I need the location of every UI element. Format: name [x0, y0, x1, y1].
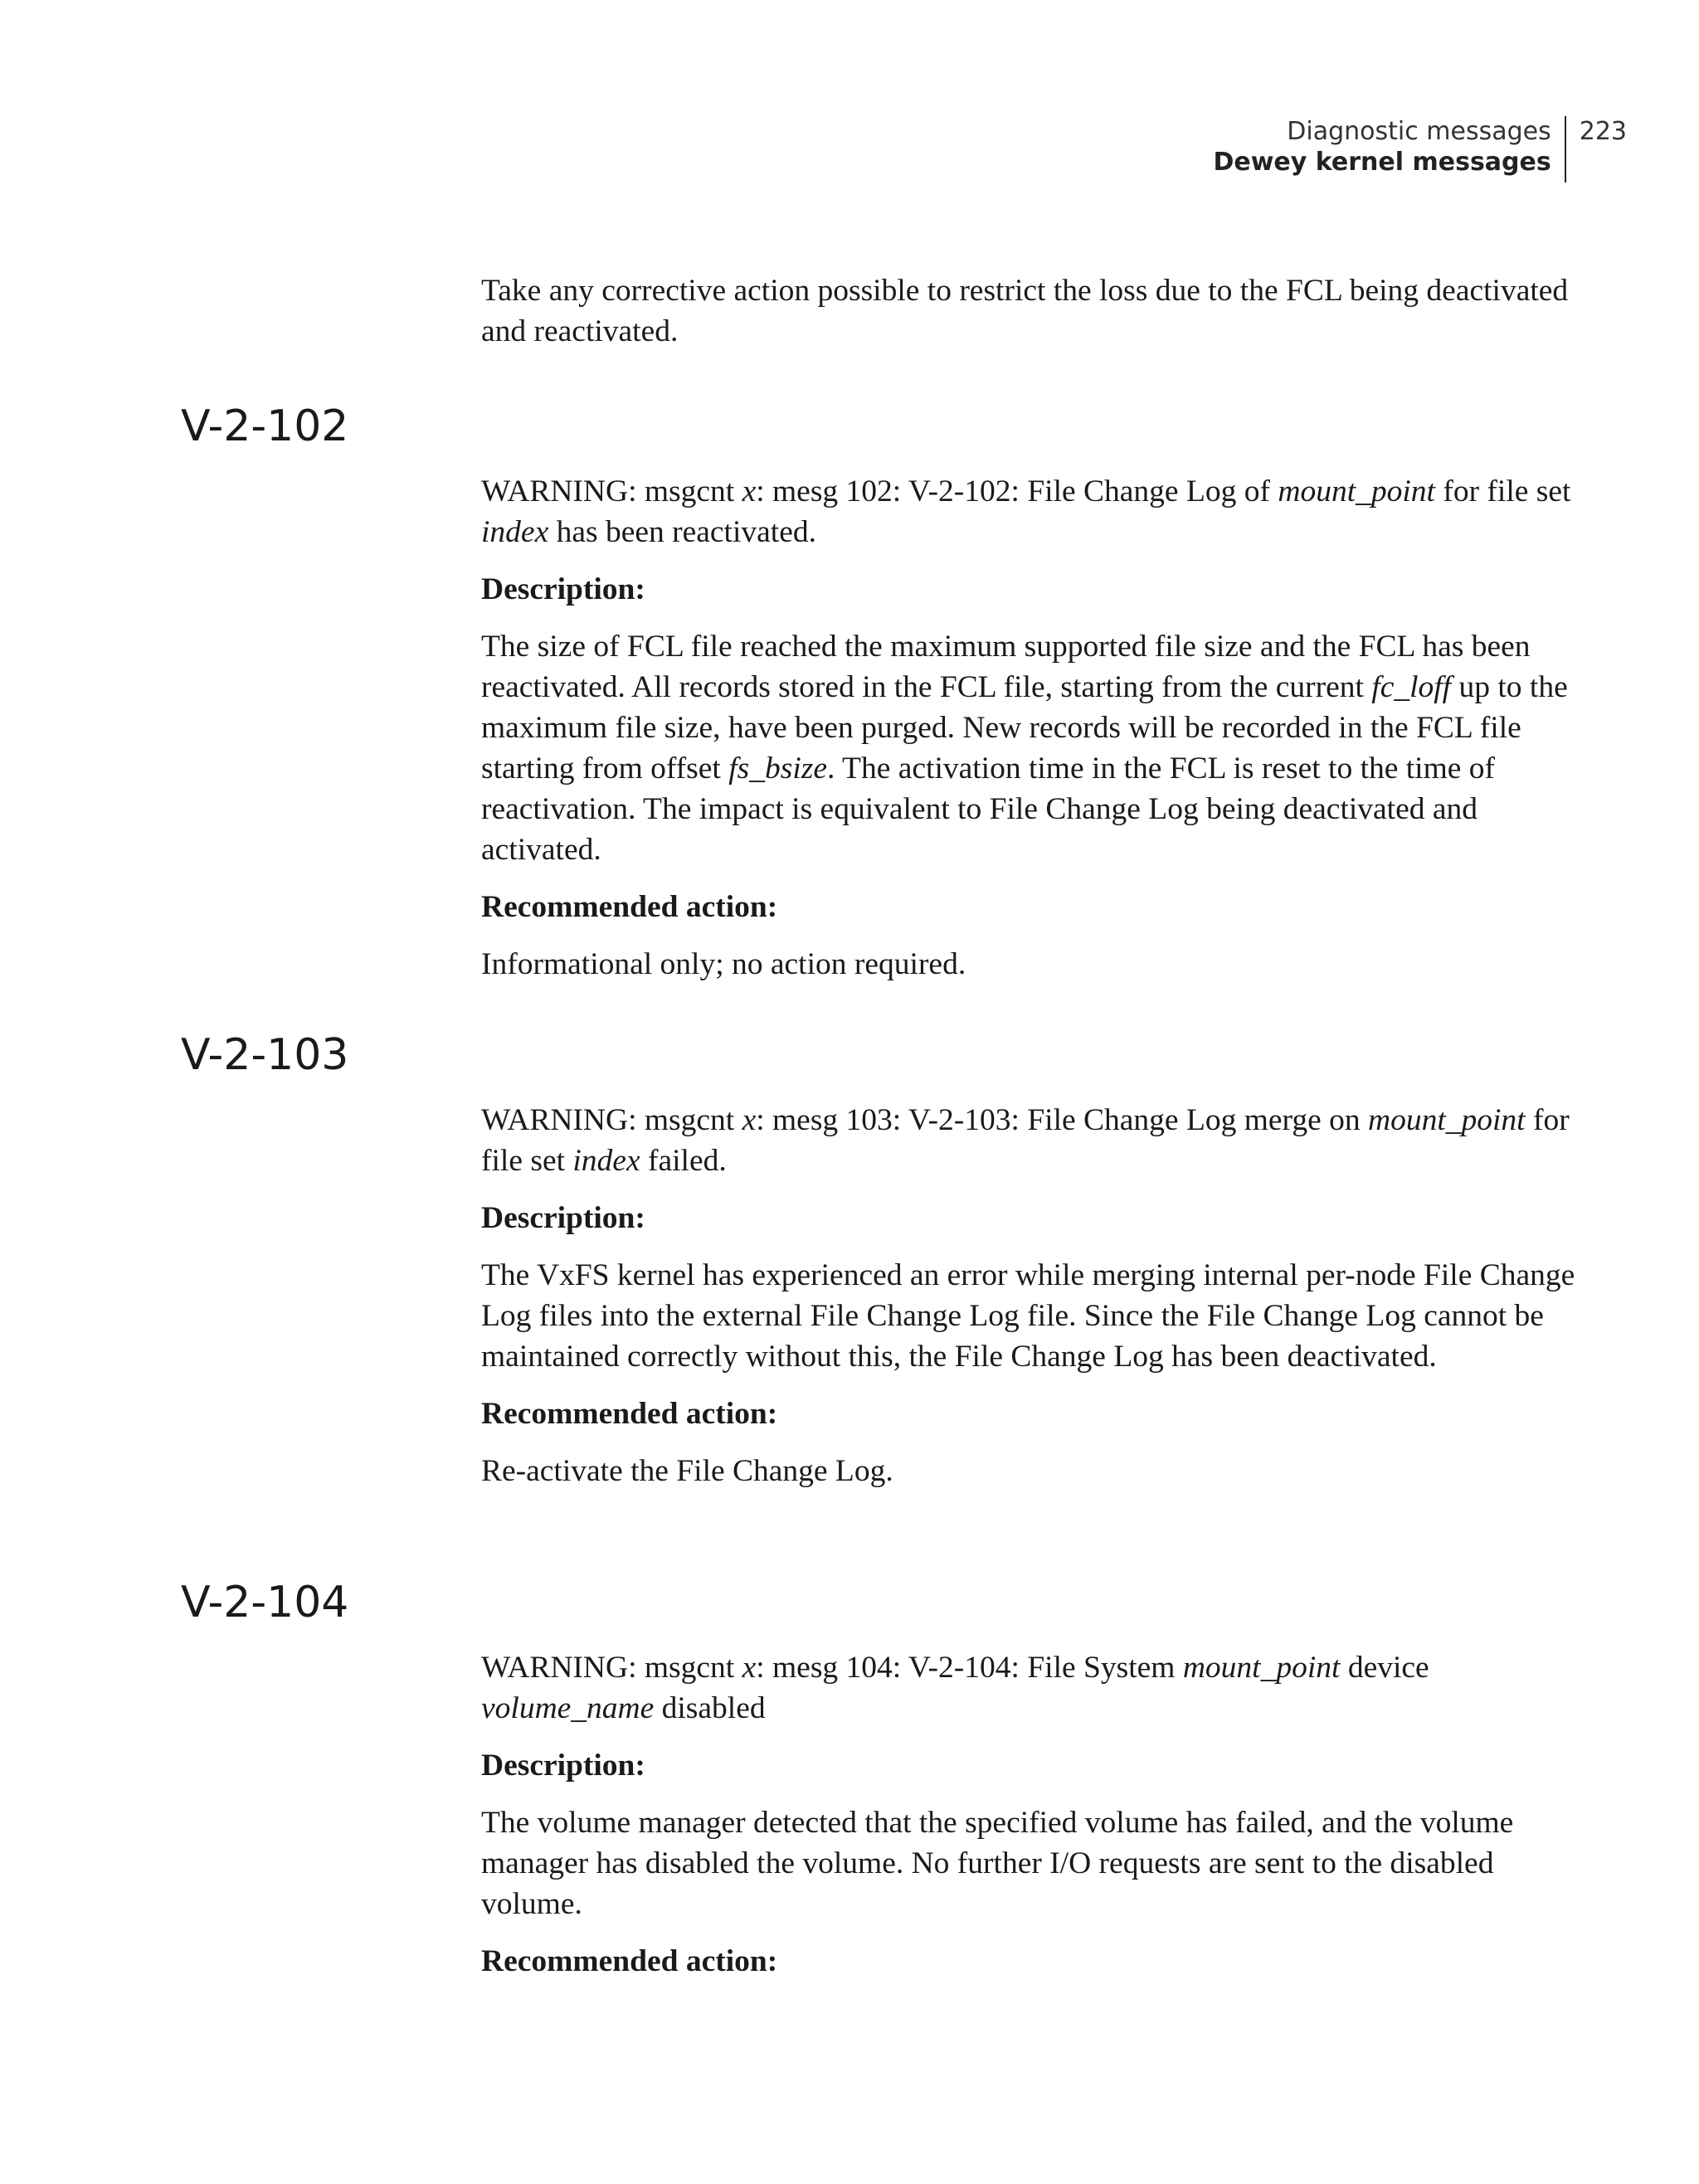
message-heading-v-2-103: V-2-103	[181, 1030, 349, 1080]
recommended-action-text: Informational only; no action required.	[481, 947, 966, 981]
message-body-v-2-103	[481, 1100, 1576, 1491]
warning-text: WARNING: msgcnt x: mesg 103: V-2-103: File Change Log merge on mount_point for file set index failed.	[481, 1103, 1570, 1178]
warning-text: WARNING: msgcnt x: mesg 102: V-2-102: File Change Log of mount_point for file set index has been reactivated.	[481, 474, 1571, 549]
warning-text: WARNING: msgcnt x: mesg 104: V-2-104: File System mount_point device volume_name disabled	[481, 1651, 1429, 1725]
intro-text: Take any corrective action possible to restrict the loss due to the FCL being deactivated and reactivated.	[481, 274, 1569, 348]
recommended-action-text: Re-activate the File Change Log.	[481, 1454, 893, 1488]
recommended-action-label: Recommended action:	[481, 1944, 778, 1978]
description-label: Description:	[481, 1201, 645, 1235]
intro-paragraph	[481, 270, 1576, 352]
header-chapter-title: Dewey kernel messages	[1213, 148, 1551, 177]
message-body-v-2-102	[481, 471, 1576, 985]
page-number: 223	[1579, 117, 1627, 146]
description-text: The size of FCL file reached the maximum supported file size and the FCL has been reactivated. All records stored in the FCL file, starting from the current fc_loff up to the maximum file size, have been purged. New records will be recorded in the FCL file starting from offset fs_bsize. The activation time in the FCL is reset to the time of reactivation. The impact is equivalent to File Change Log being deactivated and activated.	[481, 630, 1568, 867]
message-body-v-2-104	[481, 1647, 1576, 1982]
message-heading-v-2-102: V-2-102	[181, 401, 349, 451]
description-text: The volume manager detected that the specified volume has failed, and the volume manager has disabled the volume. No further I/O requests are sent to the disabled volume.	[481, 1806, 1514, 1921]
running-header	[1213, 116, 1627, 182]
header-titles	[1213, 116, 1565, 182]
description-text: The VxFS kernel has experienced an error while merging internal per-node File Change Log files into the external File Change Log file. Since the File Change Log cannot be maintained correctly without this, the File Change Log has been deactivated.	[481, 1258, 1575, 1374]
description-label: Description:	[481, 572, 645, 606]
message-heading-v-2-104: V-2-104	[181, 1578, 349, 1627]
description-label: Description:	[481, 1749, 645, 1783]
recommended-action-label: Recommended action:	[481, 890, 778, 924]
header-section-title: Diagnostic messages	[1287, 117, 1551, 146]
recommended-action-label: Recommended action:	[481, 1397, 778, 1431]
